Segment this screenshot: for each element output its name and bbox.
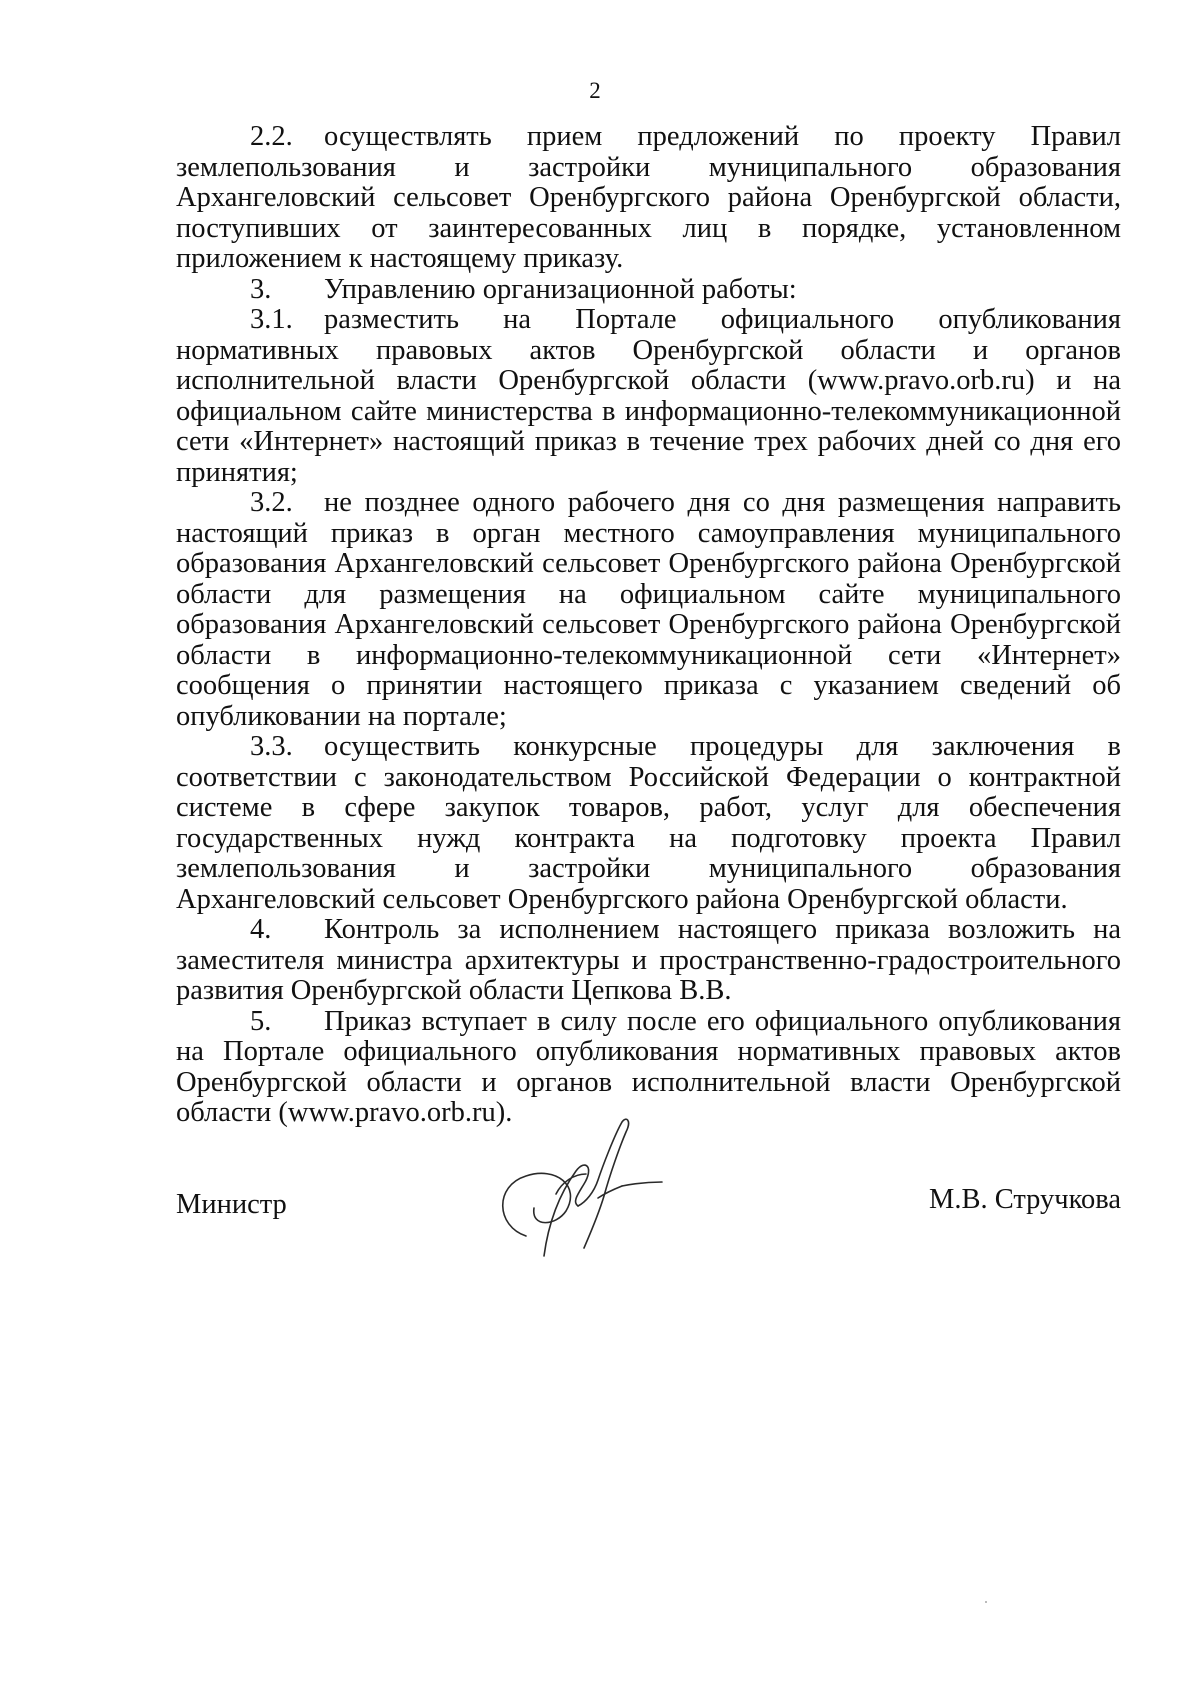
paragraph-2-2 [176,122,1121,275]
paragraph-3-1 [176,305,1121,488]
paragraph-number: 2.2. [250,121,293,152]
paragraph-text: Приказ вступает в силу после его официального опубликования на Портале официального опубликования нормативных правовых актов Оренбургской области и органов исполнительной власти Оренбургской области (www.pravo.orb.ru). [176,1005,1121,1128]
paragraph-4 [176,915,1121,1007]
paragraph-text: осуществлять прием предложений по проекту Правил землепользования и застройки муниципального образования Архангеловский сельсовет Оренбургского района Оренбургской области, поступивших от заинтересованных лиц в порядке, установленном приложением к настоящему приказу. [176,121,1121,274]
paragraph-3-2 [176,488,1121,732]
paragraph-3-3 [176,732,1121,915]
paragraph-number: 3.2. [250,487,293,518]
paragraph-5 [176,1007,1121,1129]
signature-block [176,1168,1121,1328]
document-body [176,122,1121,1129]
page-number: 2 [589,78,601,103]
paragraph-text: осуществить конкурсные процедуры для заключения в соответствии с законодательством Российской Федерации о контрактной системе в сфере закупок товаров, работ, услуг для обеспечения государственных нужд контракта на подготовку проекта Правил землепользования и застройки муниципального образования Архангеловский сельсовет Оренбургского района Оренбургской области. [176,731,1121,915]
paragraph-text: разместить на Портале официального опубликования нормативных правовых актов Оренбургской области и органов исполнительной власти Оренбургской области (www.pravo.orb.ru) и на официальном сайте министерства в информационно-телекоммуникационной сети «Интернет» настоящий приказ в течение трех рабочих дней со дня его принятия; [176,304,1121,488]
paragraph-text: не позднее одного рабочего дня со дня размещения направить настоящий приказ в орган местного самоуправления муниципального образования Архангеловский сельсовет Оренбургского района Оренбургской области для размещения на официальном сайте муниципального образования Архангеловский сельсовет Оренбургского района Оренбургской области в информационно-телекоммуникационной сети «Интернет» сообщения о принятии настоящего приказа с указанием сведений об опубликовании на портале; [176,487,1121,732]
scan-speck [985,1601,987,1603]
paragraph-3 [176,275,1121,306]
paragraph-number: 3.1. [250,304,293,335]
paragraph-number: 4. [250,914,272,945]
handwritten-signature [486,1116,666,1266]
paragraph-text: Управлению организационной работы: [324,273,797,305]
paragraph-number: 3.3. [250,731,293,762]
paragraph-number: 5. [250,1005,272,1037]
signatory-name: М.В. Стручкова [929,1184,1121,1215]
signatory-title: Министр [176,1189,287,1220]
paragraph-text: Контроль за исполнением настоящего приказа возложить на заместителя министра архитектуры и пространственно-градостроительного развития Оренбургской области Цепкова В.В. [176,914,1121,1006]
paragraph-number: 3. [250,273,272,305]
